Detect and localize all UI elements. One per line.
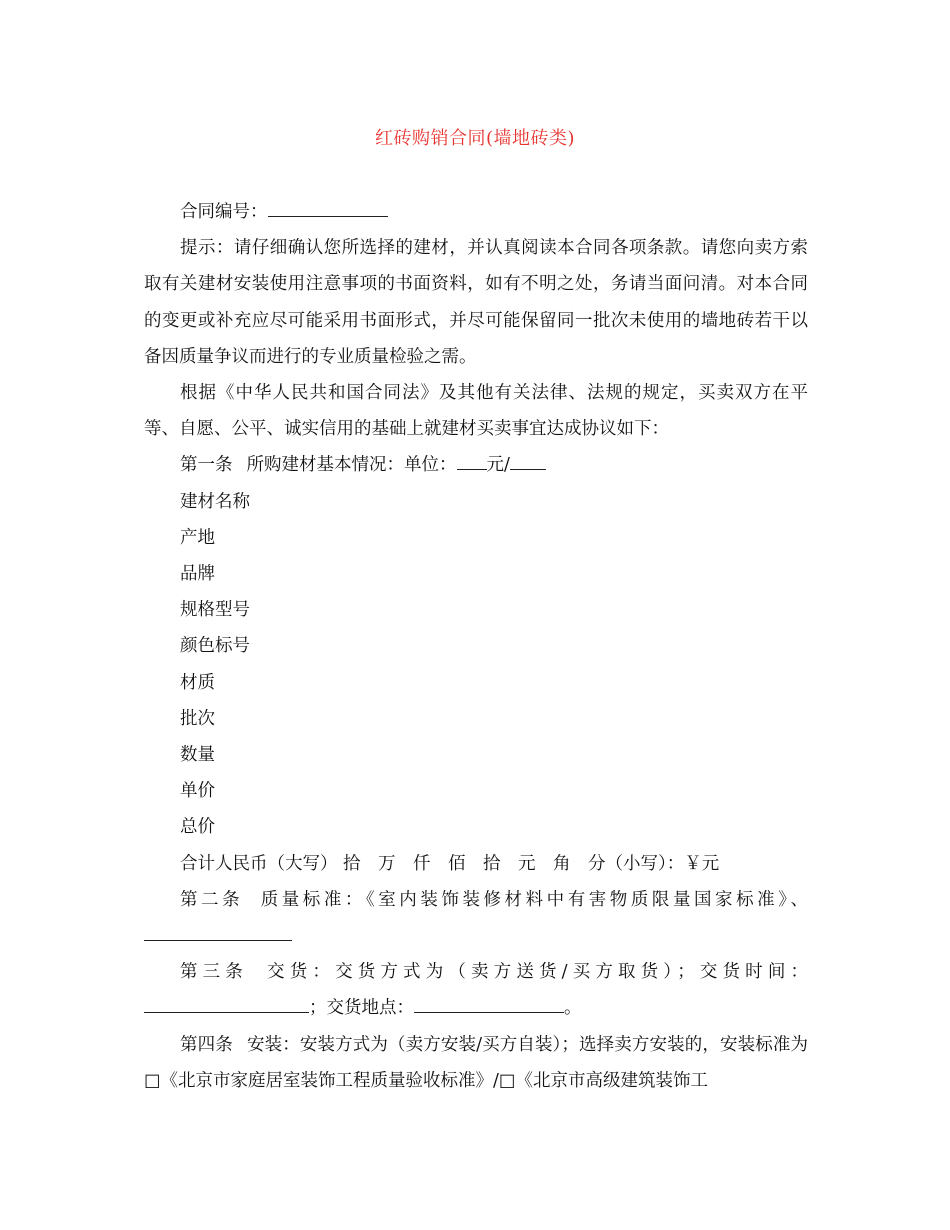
article-3-end: 。 (564, 998, 582, 1019)
article-1-heading: 第一条 (180, 455, 233, 476)
contract-number-line (144, 194, 808, 230)
delivery-time-blank[interactable] (144, 994, 309, 1013)
item-row: 批次 (180, 708, 215, 729)
item-row: 数量 (180, 745, 215, 766)
delivery-place-blank[interactable] (414, 994, 564, 1013)
preamble-paragraph: 根据《中华人民共和国合同法》及其他有关法律、法规的规定，买卖双方在平等、自愿、公平、诚实信用的基础上就建材买卖事宜达成协议如下： (144, 383, 808, 440)
article-1-unit: 元/ (486, 455, 510, 476)
contract-number-label: 合同编号： (180, 202, 268, 222)
contract-number-blank[interactable] (268, 198, 388, 217)
article-3 (144, 954, 808, 1026)
quality-standard-blank[interactable] (144, 922, 292, 941)
article-3-text: 交货：交货方式为（卖方送货/买方取货）；交货时间： (261, 962, 808, 983)
article-4 (144, 1027, 808, 1099)
document-title: 红砖购销合同(墙地砖类) (374, 128, 576, 149)
unit-blank-1[interactable] (457, 451, 487, 470)
article-3-heading: 第三条 (180, 962, 248, 983)
article-4-heading: 第四条 (180, 1034, 233, 1055)
article-1-text: 所购建材基本情况：单位： (246, 455, 457, 476)
total-amount-line: 合计人民币（大写） 拾 万 仟 佰 拾 元 角 分（小写）：￥元 (180, 853, 720, 874)
article-2 (144, 882, 808, 954)
item-row: 单价 (180, 781, 215, 802)
notice-paragraph: 提示：请仔细确认您所选择的建材，并认真阅读本合同各项条款。请您向卖方索取有关建材安装使用注意事项的书面资料，如有不明之处，务请当面问清。对本合同的变更或补充应尽可能采用书面形式，并尽可能保留同一批次未使用的墙地砖若干以备因质量争议而进行的专业质量检验之需。 (144, 238, 808, 367)
article-2-heading: 第二条 (180, 889, 244, 910)
unit-blank-2[interactable] (510, 451, 546, 470)
item-row: 品牌 (180, 564, 215, 585)
item-row: 材质 (180, 672, 215, 693)
item-row: 总价 (180, 817, 215, 838)
item-row: 规格型号 (180, 600, 250, 621)
article-4-text: 安装：安装方式为（卖方安装/买方自装）；选择卖方安装的，安装标准为□《北京市家庭居室装饰工程质量验收标准》/□《北京市高级建筑装饰工 (144, 1034, 809, 1091)
article-2-text: 质量标准：《室内装饰装修材料中有害物质限量国家标准》、 (257, 889, 809, 910)
item-row: 颜色标号 (180, 636, 250, 657)
document-body (144, 194, 808, 1099)
article-1 (144, 447, 808, 483)
delivery-place-label: ；交货地点： (309, 998, 414, 1019)
item-row: 产地 (180, 527, 215, 548)
item-row: 建材名称 (180, 491, 250, 512)
